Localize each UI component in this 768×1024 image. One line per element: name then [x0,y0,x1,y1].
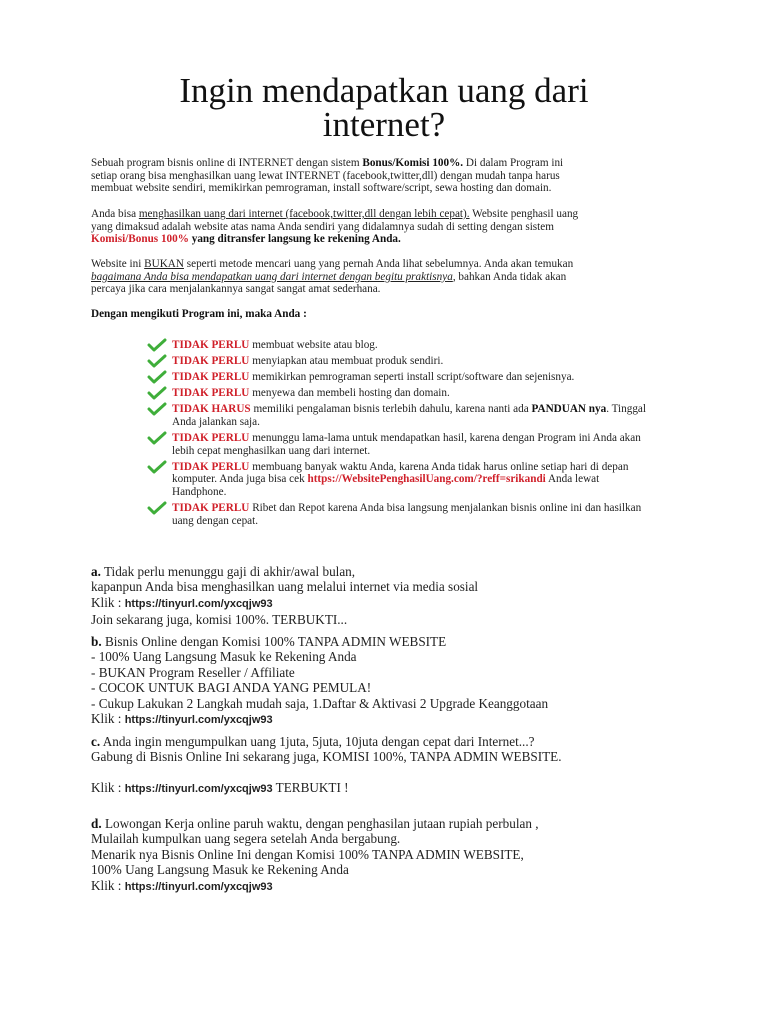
underlined-text: menghasilkan uang dari internet (facebook,twitter,dll dengan lebih cepat). [138,208,470,220]
section-a [91,564,711,628]
intro-paragraph [91,157,691,195]
keyword: TIDAK PERLU [172,355,250,368]
keyword: TIDAK PERLU [172,387,250,400]
text: Klik : [91,594,125,610]
text: . Tinggal Anda jalankan saja. [172,403,646,428]
benefit-list [147,339,647,531]
text: Lowongan Kerja online paruh waktu, dengan penghasilan jutaan rupiah perbulan , [101,816,539,831]
checkmark-icon [147,460,167,474]
website-link[interactable]: https://WebsitePenghasilUang.com/?reff=srikandi [307,473,546,486]
text: percaya jika cara menjalankannya sangat sangat amat sederhana. [91,283,381,296]
list-item [147,432,647,457]
list-intro: Dengan mengikuti Program ini, maka Anda : [91,308,307,320]
text: - Cukup Lakukan 2 Langkah mudah saja, 1.Daftar & Aktivasi 2 Upgrade Keanggotaan [91,695,549,711]
section-c [91,734,711,798]
text: menunggu lama-lama untuk mendapatkan hasil, karena dengan Program ini Anda akan lebih cepat menghasilkan uang dari internet. [172,432,641,457]
document-title [0,71,768,144]
text: 100% Uang Langsung Masuk ke Rekening Anda [91,862,349,878]
text: setiap orang bisa menghasilkan uang lewat INTERNET (facebook,twitter,dll) dengan mudah tanpa harus [91,169,560,182]
text: Klik : [91,780,125,796]
text: yang dimaksud adalah website atas nama Anda sendiri yang didalamnya sudah di setting dengan sistem [91,220,554,233]
text: Tidak perlu menunggu gaji di akhir/awal bulan, [100,564,356,579]
checkmark-icon [147,354,167,368]
text: - COCOK UNTUK BAGI ANDA YANG PEMULA! [91,680,372,696]
text: menyiapkan atau membuat produk sendiri. [249,355,444,368]
text: Website penghasil uang [469,208,579,220]
section-b [91,634,711,728]
text: - BUKAN Program Reseller / Affiliate [91,664,295,680]
paragraph-2 [91,208,691,246]
keyword: TIDAK PERLU [172,460,250,473]
text: menyewa dan membeli hosting dan domain. [249,387,450,400]
label: b. [91,634,102,649]
keyword: TIDAK PERLU [172,502,250,515]
tinyurl-link[interactable]: https://tinyurl.com/yxcqjw93 [124,783,273,796]
red-text: Komisi/Bonus 100% [91,233,189,246]
text: memiliki pengalaman bisnis terlebih dahulu, karena nanti ada [250,403,532,416]
italic-text: bagaimana Anda bisa mendapatkan uang dari internet dengan begitu praktisnya [91,270,453,283]
bold-text: yang ditransfer langsung ke rekening Anda. [188,233,401,246]
label: d. [91,816,102,831]
label: c. [91,734,101,749]
text: membuang banyak waktu Anda, karena Anda tidak harus online setiap hari di depan komputer. Anda juga bisa cek [172,460,629,486]
tinyurl-link[interactable]: https://tinyurl.com/yxcqjw93 [124,597,273,610]
text: Gabung di Bisnis Online Ini sekarang juga, KOMISI 100%, TANPA ADMIN WEBSITE. [91,749,562,765]
text: Mulailah kumpulkan uang segera setelah Anda bergabung. [91,831,401,847]
title-line: Ingin mendapatkan uang dari [179,71,589,110]
text: Sebuah program bisnis online di INTERNET dengan sistem [91,157,363,169]
list-item [147,461,647,499]
checkmark-icon [147,338,167,352]
text: Klik : [91,877,125,893]
checkmark-icon [147,431,167,445]
text: , bahkan Anda tidak akan [452,270,567,283]
tinyurl-link[interactable]: https://tinyurl.com/yxcqjw93 [124,880,273,893]
text: memikirkan pemrograman seperti install script/software dan sejenisnya. [249,371,575,384]
text: kapanpun Anda bisa menghasilkan uang melalui internet via media sosial [91,579,479,595]
bold-text: PANDUAN nya [531,403,607,416]
keyword: TIDAK HARUS [172,403,251,416]
list-item [147,355,647,368]
text: Klik : [91,711,125,727]
paragraph-3 [91,258,691,296]
tinyurl-link[interactable]: https://tinyurl.com/yxcqjw93 [124,714,273,727]
section-d [91,816,711,895]
text: Join sekarang juga, komisi 100%. TERBUKTI... [91,612,348,628]
title-line: internet? [322,105,446,144]
list-item [147,339,647,352]
text: Website ini [91,258,145,270]
checkmark-icon [147,501,167,515]
keyword: TIDAK PERLU [172,432,250,445]
text: TERBUKTI ! [272,780,349,796]
keyword: TIDAK PERLU [172,371,250,384]
text: membuat website sendiri, memikirkan pemrograman, install software/script, sewa hosting dan domain. [91,182,552,195]
text: Ribet dan Repot karena Anda bisa langsung menjalankan bisnis online ini dan hasilkan uang dengan cepat. [172,502,642,527]
underlined-text: BUKAN [144,258,184,270]
list-item [147,403,647,428]
bold-text: Bonus/Komisi 100%. [362,157,464,169]
text: Anda lewat Handphone. [172,473,600,498]
text: membuat website atau blog. [249,339,378,351]
checkmark-icon [147,370,167,384]
checkmark-icon [147,386,167,400]
text: - 100% Uang Langsung Masuk ke Rekening Anda [91,649,357,665]
text: Anda ingin mengumpulkan uang 1juta, 5juta, 10juta dengan cepat dari Internet...? [100,734,535,749]
list-item [147,371,647,384]
checkmark-icon [147,402,167,416]
label: a. [91,564,101,579]
text: Anda bisa [91,208,139,220]
list-item [147,502,647,527]
text: seperti metode mencari uang yang pernah Anda lihat sebelumnya. Anda akan temukan [183,258,574,270]
text: Bisnis Online dengan Komisi 100% TANPA ADMIN WEBSITE [101,634,447,649]
list-item [147,387,647,400]
text: Menarik nya Bisnis Online Ini dengan Komisi 100% TANPA ADMIN WEBSITE, [91,846,524,862]
keyword: TIDAK PERLU [172,339,250,351]
text: Di dalam Program ini [463,157,564,169]
